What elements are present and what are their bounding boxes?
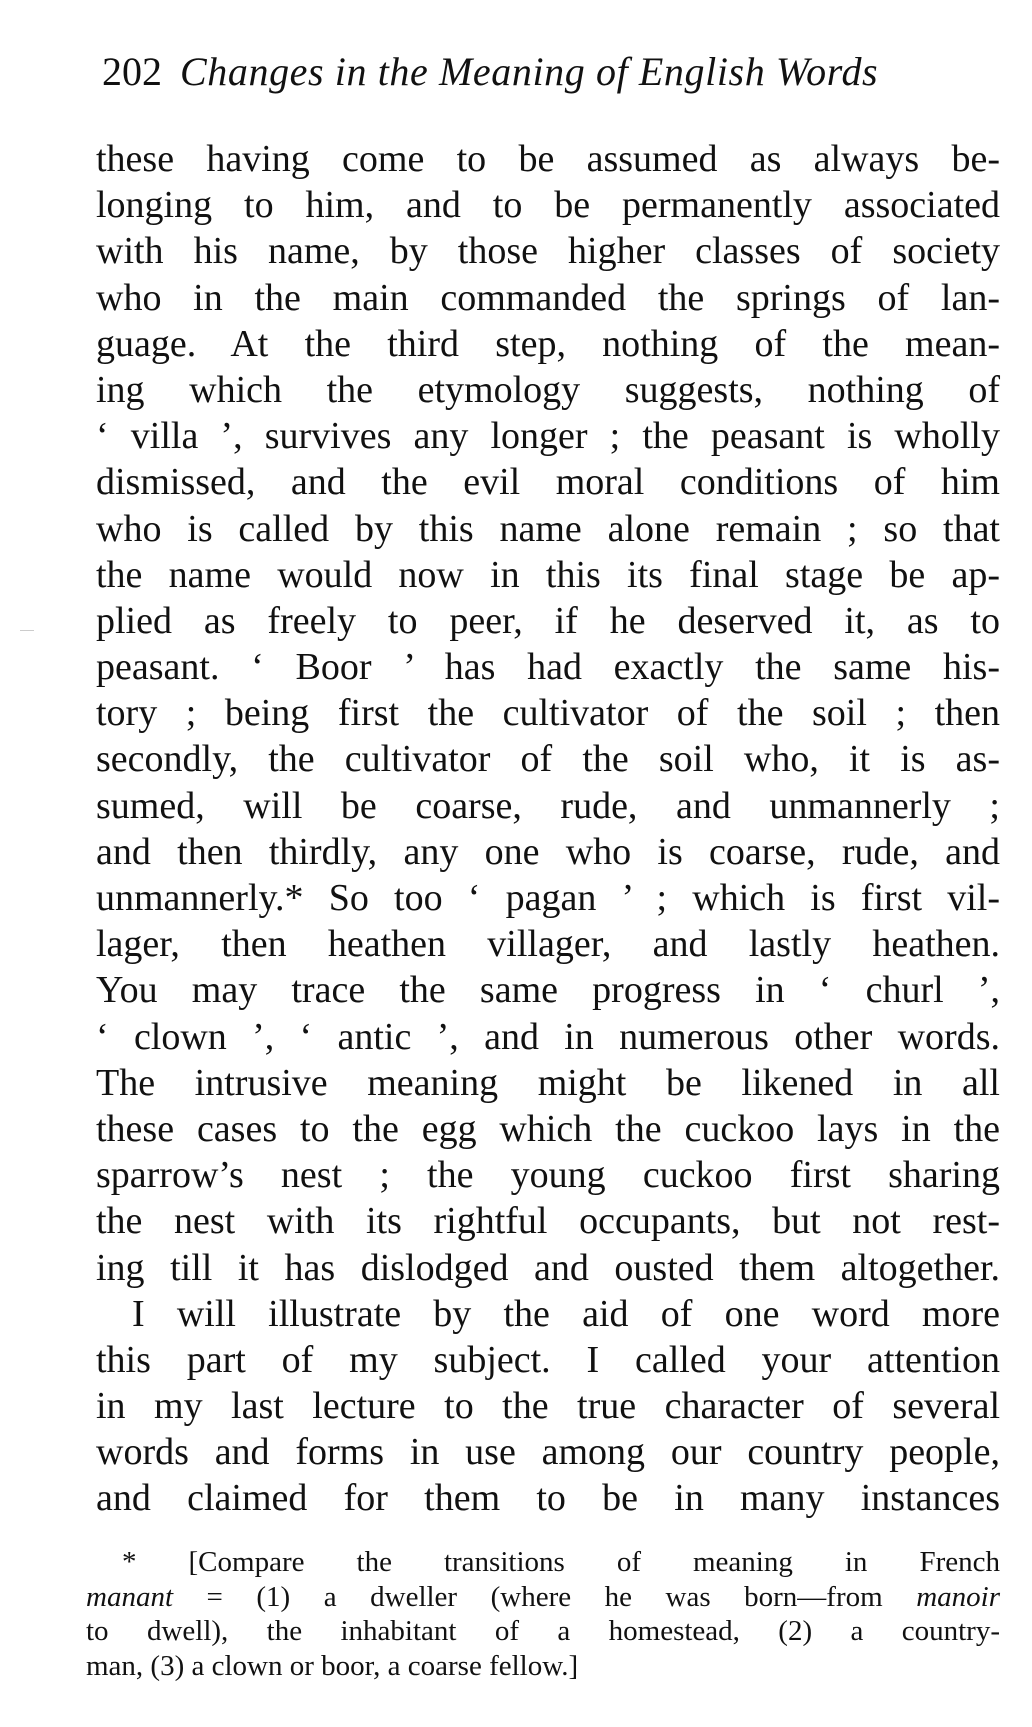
text-line: who is called by this name alone remain ; so that <box>96 507 1000 550</box>
text-line: plied as freely to peer, if he deserved it, as to <box>96 599 1000 642</box>
text-line: words and forms in use among our country people, <box>96 1431 1000 1474</box>
text-line: this part of my subject. I called your attention <box>96 1338 1000 1381</box>
footnote-line: to dwell), the inhabitant of a homestead, (2) a country- <box>86 1615 1000 1647</box>
paragraph-start-line: I will illustrate by the aid of one word more <box>132 1292 1000 1335</box>
text-line: The intrusive meaning might be likened in all <box>96 1061 1000 1104</box>
footnote <box>86 1545 1000 1683</box>
text-line: with his name, by those higher classes of society <box>96 230 1000 273</box>
text-line: ing till it has dislodged and ousted them altogether. <box>96 1246 1000 1289</box>
text-line: ing which the etymology suggests, nothing of <box>96 368 1000 411</box>
text-line: and claimed for them to be in many instances <box>96 1477 1000 1520</box>
body-text <box>96 136 1000 1522</box>
text-line: unmannerly.* So too ‘ pagan ’ ; which is first vil- <box>96 877 1000 919</box>
footnote-line <box>86 1580 1000 1615</box>
text-line: the nest with its rightful occupants, but not rest- <box>96 1200 1000 1243</box>
footnote-text: = (1) a dweller (where he was born—from <box>173 1580 917 1613</box>
text-line: sumed, will be coarse, rude, and unmannerly ; <box>96 784 1000 827</box>
text-line: these cases to the egg which the cuckoo lays in the <box>96 1107 1000 1150</box>
page-number: 202 <box>102 49 162 94</box>
text-line: the name would now in this its final stage be ap- <box>96 553 1000 596</box>
text-line: who in the main commanded the springs of lan- <box>96 276 1000 319</box>
text-line: peasant. ‘ Boor ’ has had exactly the same his- <box>96 646 1000 689</box>
running-header <box>102 48 1002 108</box>
text-line: dismissed, and the evil moral conditions of him <box>96 461 1000 504</box>
text-line: You may trace the same progress in ‘ churl ’, <box>96 969 1000 1012</box>
text-line: ‘ villa ’, survives any longer ; the peasant is wholly <box>96 415 1000 458</box>
text-line: secondly, the cultivator of the soil who, it is as- <box>96 738 1000 781</box>
scan-mark <box>20 630 34 631</box>
running-title: Changes in the Meaning of English Words <box>180 49 879 94</box>
text-line: sparrow’s nest ; the young cuckoo first sharing <box>96 1154 1000 1197</box>
text-line: and then thirdly, any one who is coarse, rude, and <box>96 830 1000 873</box>
text-line: these having come to be assumed as always be- <box>96 138 1000 180</box>
italic-term-manant: manant <box>86 1580 173 1613</box>
italic-term-manoir: manoir <box>916 1580 1000 1613</box>
text-line: guage. At the third step, nothing of the mean- <box>96 322 1000 365</box>
footnote-line: * [Compare the transitions of meaning in French <box>122 1546 1000 1578</box>
footnote-line: man, (3) a clown or boor, a coarse fellow.] <box>86 1649 579 1682</box>
text-line: lager, then heathen villager, and lastly heathen. <box>96 923 1000 966</box>
text-line: in my last lecture to the true character of several <box>96 1385 1000 1428</box>
text-line: longing to him, and to be permanently associated <box>96 184 1000 227</box>
text-line: ‘ clown ’, ‘ antic ’, and in numerous other words. <box>96 1015 1000 1058</box>
text-line: tory ; being first the cultivator of the soil ; then <box>96 692 1000 735</box>
